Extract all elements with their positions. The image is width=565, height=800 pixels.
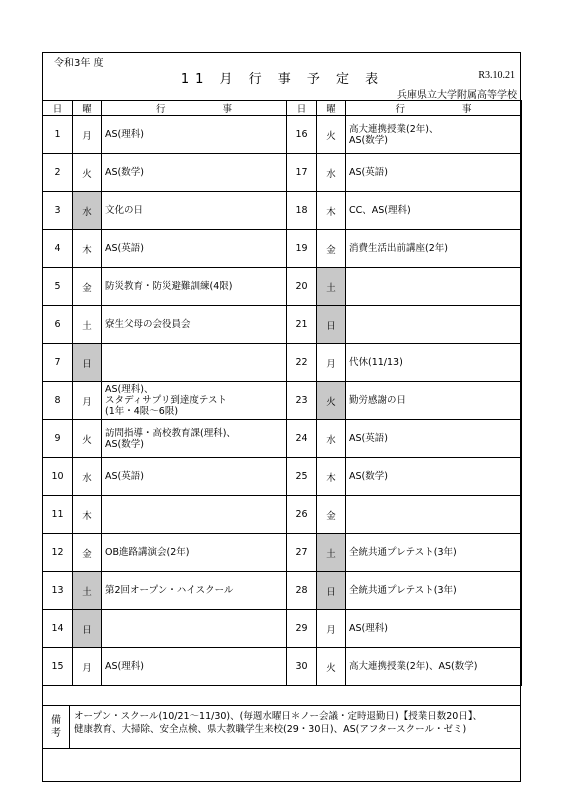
event-cell: 文化の日: [102, 192, 287, 230]
event-cell: AS(理科): [102, 116, 287, 154]
weekday-cell: 木: [317, 192, 346, 230]
weekday-cell: 水: [317, 420, 346, 458]
event-cell: 全統共通プレテスト(3年): [346, 572, 522, 610]
table-row: [43, 610, 522, 648]
weekday-cell: 月: [317, 344, 346, 382]
weekday-cell: 日: [73, 344, 102, 382]
remarks-label-1: 備: [51, 715, 61, 726]
event-cell: 全統共通プレテスト(3年): [346, 534, 522, 572]
col-weekday-left: 曜: [73, 101, 102, 116]
event-cell: [346, 306, 522, 344]
event-cell: [346, 268, 522, 306]
col-weekday-right: 曜: [317, 101, 346, 116]
event-cell: AS(理科): [346, 610, 522, 648]
remarks-box: [42, 705, 521, 749]
day-cell: 8: [43, 382, 73, 420]
col-day-right: 日: [287, 101, 317, 116]
day-cell: 3: [43, 192, 73, 230]
revision-date: R3.10.21: [478, 70, 515, 81]
weekday-cell: 木: [73, 496, 102, 534]
day-cell: 28: [287, 572, 317, 610]
event-cell: 寮生父母の会役員会: [102, 306, 287, 344]
weekday-cell: 金: [317, 230, 346, 268]
table-row: [43, 420, 522, 458]
table-row: [43, 572, 522, 610]
page-title: 11 月 行 事 予 定 表: [180, 72, 385, 87]
table-row: [43, 306, 522, 344]
remarks-line-1: オープン・スクール(10/21～11/30)、(毎週水曜日＊ノー会議・定時退勤日)【授業日数20日】、: [74, 711, 483, 722]
weekday-cell: 日: [317, 306, 346, 344]
day-cell: 26: [287, 496, 317, 534]
event-cell: 代休(11/13): [346, 344, 522, 382]
event-cell: OB進路講演会(2年): [102, 534, 287, 572]
day-cell: 12: [43, 534, 73, 572]
weekday-cell: 火: [73, 154, 102, 192]
day-cell: 27: [287, 534, 317, 572]
weekday-cell: 火: [317, 382, 346, 420]
weekday-cell: 金: [73, 534, 102, 572]
table-row: [43, 382, 522, 420]
weekday-cell: 月: [73, 382, 102, 420]
event-cell: AS(英語): [102, 458, 287, 496]
event-cell: 訪問指導・高校教育課(理科)、 AS(数学): [102, 420, 287, 458]
weekday-cell: 火: [317, 116, 346, 154]
event-cell: AS(英語): [346, 420, 522, 458]
day-cell: 10: [43, 458, 73, 496]
day-cell: 16: [287, 116, 317, 154]
day-cell: 29: [287, 610, 317, 648]
col-event-right: 行 事: [346, 101, 522, 116]
weekday-cell: 火: [73, 420, 102, 458]
weekday-cell: 木: [73, 230, 102, 268]
remarks-text: [70, 706, 520, 748]
event-cell: [102, 496, 287, 534]
table-row: [43, 534, 522, 572]
remarks-label-2: 考: [51, 728, 61, 739]
table-row: [43, 458, 522, 496]
event-cell: [102, 344, 287, 382]
day-cell: 15: [43, 648, 73, 686]
weekday-cell: 土: [73, 572, 102, 610]
day-cell: 4: [43, 230, 73, 268]
table-row: [43, 230, 522, 268]
weekday-cell: 月: [73, 116, 102, 154]
day-cell: 6: [43, 306, 73, 344]
day-cell: 13: [43, 572, 73, 610]
day-cell: 24: [287, 420, 317, 458]
day-cell: 25: [287, 458, 317, 496]
event-cell: 高大連携授業(2年)、AS(数学): [346, 648, 522, 686]
schedule-table: [42, 100, 522, 686]
day-cell: 9: [43, 420, 73, 458]
day-cell: 2: [43, 154, 73, 192]
schedule-body: [43, 116, 522, 686]
event-cell: AS(数学): [346, 458, 522, 496]
event-cell: 高大連携授業(2年)、 AS(数学): [346, 116, 522, 154]
table-row: [43, 344, 522, 382]
event-cell: 勤労感謝の日: [346, 382, 522, 420]
day-cell: 30: [287, 648, 317, 686]
day-cell: 5: [43, 268, 73, 306]
weekday-cell: 土: [317, 534, 346, 572]
day-cell: 1: [43, 116, 73, 154]
weekday-cell: 金: [73, 268, 102, 306]
weekday-cell: 水: [317, 154, 346, 192]
table-row: [43, 192, 522, 230]
event-cell: AS(英語): [346, 154, 522, 192]
school-name: 兵庫県立大学附属高等学校: [397, 90, 517, 101]
event-cell: AS(英語): [102, 230, 287, 268]
event-cell: 消費生活出前講座(2年): [346, 230, 522, 268]
event-cell: 第2回オープン・ハイスクール: [102, 572, 287, 610]
event-cell: AS(理科)、 スタディサプリ到達度テスト (1年・4限～6限): [102, 382, 287, 420]
event-cell: CC、AS(理科): [346, 192, 522, 230]
weekday-cell: 水: [73, 458, 102, 496]
table-row: [43, 648, 522, 686]
day-cell: 23: [287, 382, 317, 420]
remarks-label: [43, 706, 70, 748]
day-cell: 20: [287, 268, 317, 306]
weekday-cell: 火: [317, 648, 346, 686]
header-row: [43, 101, 522, 116]
weekday-cell: 月: [317, 610, 346, 648]
event-cell: AS(理科): [102, 648, 287, 686]
weekday-cell: 日: [73, 610, 102, 648]
day-cell: 17: [287, 154, 317, 192]
event-cell: AS(数学): [102, 154, 287, 192]
weekday-cell: 木: [317, 458, 346, 496]
event-cell: [346, 496, 522, 534]
remarks-line-2: 健康教育、大掃除、安全点検、県大教職学生来校(29・30日)、AS(アフタースクール・ゼミ): [74, 724, 467, 735]
weekday-cell: 土: [73, 306, 102, 344]
weekday-cell: 金: [317, 496, 346, 534]
weekday-cell: 日: [317, 572, 346, 610]
table-row: [43, 496, 522, 534]
table-row: [43, 268, 522, 306]
table-row: [43, 116, 522, 154]
day-cell: 7: [43, 344, 73, 382]
day-cell: 21: [287, 306, 317, 344]
era-label: 令和3年 度: [54, 58, 104, 69]
table-row: [43, 154, 522, 192]
col-event-left: 行 事: [102, 101, 287, 116]
weekday-cell: 水: [73, 192, 102, 230]
event-cell: [102, 610, 287, 648]
weekday-cell: 土: [317, 268, 346, 306]
weekday-cell: 月: [73, 648, 102, 686]
day-cell: 18: [287, 192, 317, 230]
day-cell: 11: [43, 496, 73, 534]
event-cell: 防災教育・防災避難訓練(4限): [102, 268, 287, 306]
col-day-left: 日: [43, 101, 73, 116]
day-cell: 14: [43, 610, 73, 648]
day-cell: 22: [287, 344, 317, 382]
day-cell: 19: [287, 230, 317, 268]
